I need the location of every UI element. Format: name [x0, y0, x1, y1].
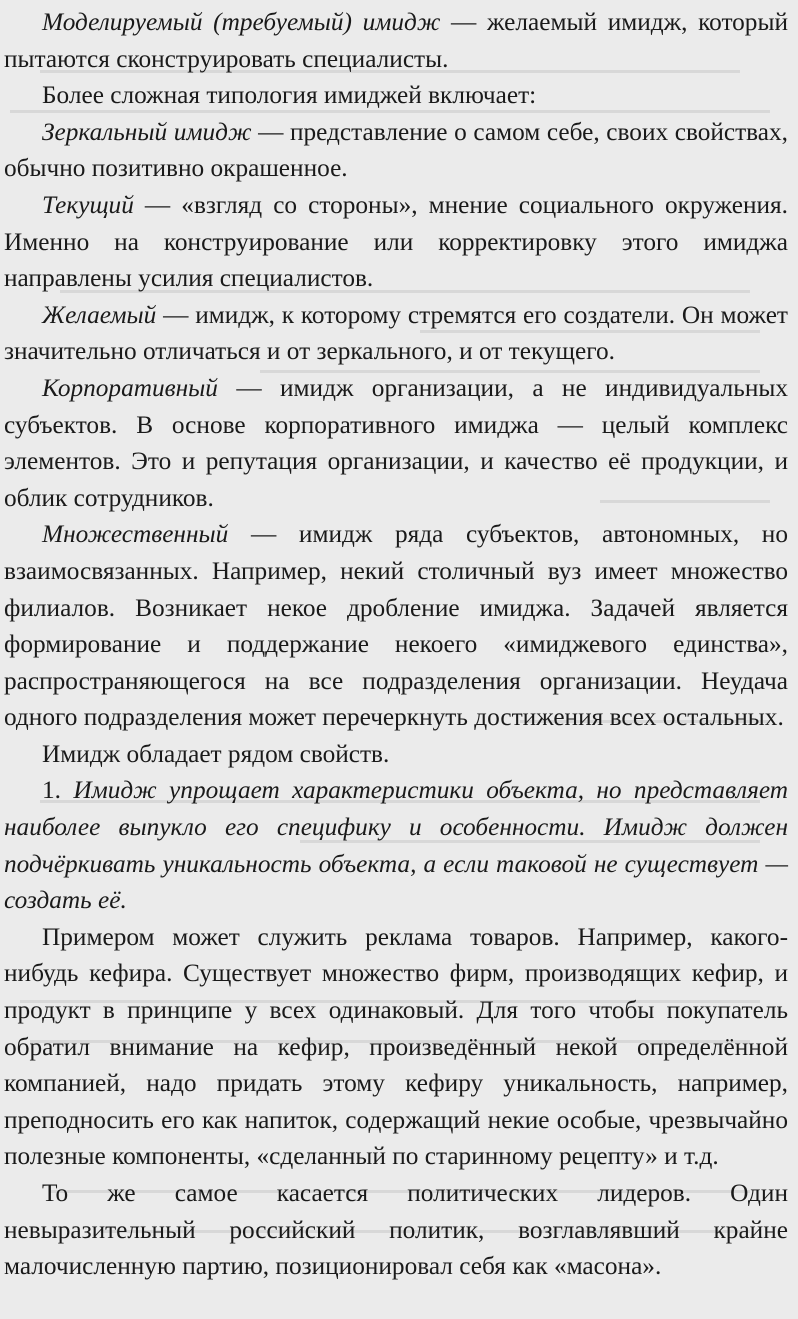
- term-current: Текущий: [42, 190, 134, 219]
- term-modeled: Моделируемый (требуемый) имидж: [42, 8, 441, 36]
- term-desired: Желаемый: [42, 300, 157, 329]
- body-text: [4, 4, 788, 1285]
- term-multiple: Множественный: [42, 520, 229, 549]
- property-1-number: 1.: [42, 776, 74, 805]
- definition-current: — «взгляд со стороны», мнение социального окружения. Именно на конструирование или корректировку этого имиджа направлены усилия специалистов.: [4, 190, 788, 293]
- paragraph-mirror-image: [4, 114, 788, 187]
- property-1-text: Имидж упрощает характеристики объекта, но представляет наиболее выпукло его специфику и особенности. Имидж должен подчёркивать уникальность объекта, а если таковой не существует — создать её.: [4, 776, 789, 915]
- paragraph-desired-image: [4, 297, 788, 370]
- paragraph-properties-intro: [4, 736, 788, 773]
- political-leaders-text: То же самое касается политических лидеров. Один невыразительный российский политик, возглавлявший крайне малочисленную партию, позиционировал себя как «масона».: [4, 1179, 788, 1281]
- properties-intro-text: Имидж обладает рядом свойств.: [42, 739, 390, 768]
- definition-modeled: — желаемый имидж, который пытаются сконструировать специалисты.: [4, 8, 788, 73]
- definition-mirror: — представление о самом себе, своих свойствах, обычно позитивно окрашенное.: [4, 117, 788, 183]
- paragraph-kefir-example: [4, 919, 788, 1175]
- kefir-example-text: Примером может служить реклама товаров. Например, какого-нибудь кефира. Существует множество фирм, производящих кефир, и продукт в принципе у всех одинаковый. Для того чтобы покупатель обратил внимание на кефир, произведённый некой определённой компанией, надо придать этому кефиру уникальность, например, преподносить его как напиток, содержащий некие особые, чрезвычайно полезные компоненты, «сделанный по старинному рецепту» и т.д.: [4, 922, 788, 1171]
- paragraph-typology-intro: [4, 77, 788, 114]
- definition-corporate: — имидж организации, а не индивидуальных субъектов. В основе корпоративного имиджа — целый комплекс элементов. Это и репутация организации, и качество её продукции, и облик сотрудников.: [4, 373, 788, 512]
- paragraph-political-leaders: [4, 1175, 788, 1285]
- definition-desired: — имидж, к которому стремятся его создатели. Он может значительно отличаться и от зеркального, и от текущего.: [4, 300, 788, 366]
- term-corporate: Корпоративный: [42, 373, 218, 402]
- typology-intro-text: Более сложная типология имиджей включает:: [42, 81, 537, 110]
- paragraph-corporate-image: [4, 370, 788, 516]
- definition-multiple: — имидж ряда субъектов, автономных, но взаимосвязанных. Например, некий столичный вуз имеет множество филиалов. Возникает некое дробление имиджа. Задачей является формирование и поддержание некоего «имиджевого единства», распространяющегося на все подразделения организации. Неудача одного подразделения может перечеркнуть достижения всех остальных.: [4, 520, 788, 732]
- paragraph-current-image: [4, 187, 788, 297]
- term-mirror: Зеркальный имидж: [42, 117, 252, 146]
- paragraph-property-1: [4, 772, 788, 918]
- paragraph-modeled-image: [4, 4, 788, 77]
- paragraph-multiple-image: [4, 516, 788, 736]
